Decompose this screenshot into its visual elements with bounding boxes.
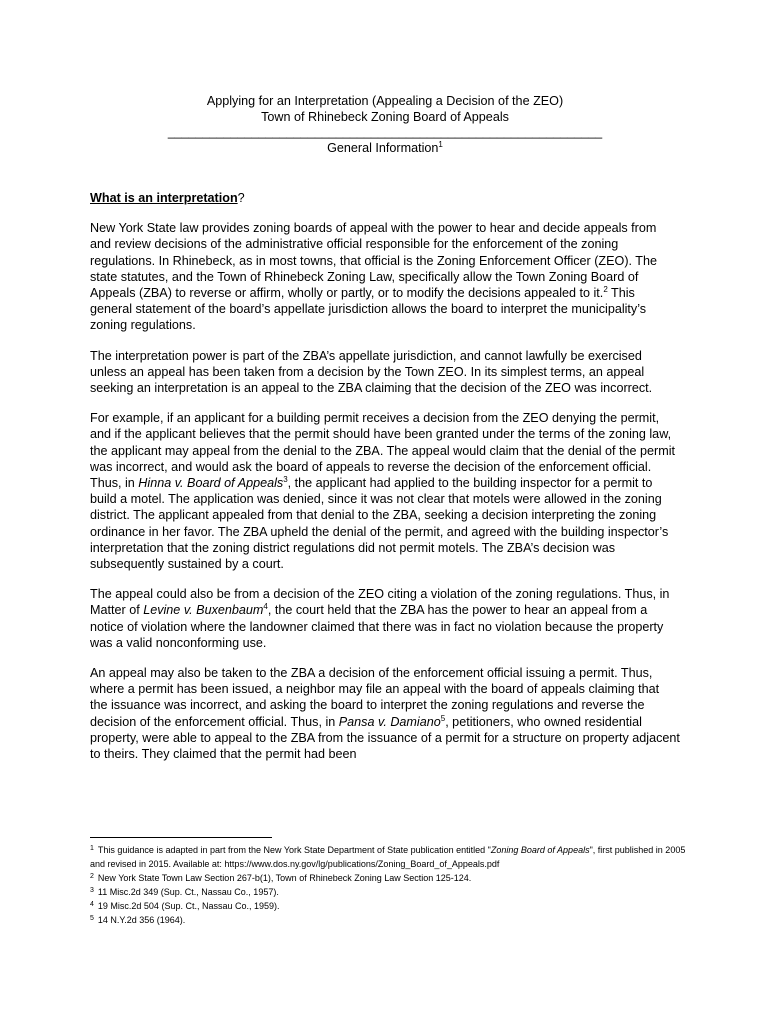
- paragraph-4: [90, 586, 680, 651]
- document-title: Applying for an Interpretation (Appealing a Decision of the ZEO): [206, 94, 564, 108]
- paragraph-4-text-cont: , the court held that the ZBA has the power to hear an appeal from a notice of violation where the landowner claimed that there was in fact no violation because the property was a valid nonconforming use.: [90, 603, 664, 650]
- footnote-4: [90, 899, 690, 913]
- footnote-number: 1: [90, 845, 94, 852]
- document-subtitle: Town of Rhinebeck Zoning Board of Appeals: [261, 109, 509, 124]
- paragraph-1-text-cont: This general statement of the board’s appellate jurisdiction allows the board to interpret the municipality’s zoning regulations.: [90, 286, 647, 333]
- heading-mark: ?: [237, 191, 245, 205]
- section-title: [90, 141, 680, 157]
- footnote-2: [90, 871, 690, 885]
- footnote-ref-3[interactable]: 3: [283, 475, 288, 485]
- paragraph-1-text: New York State law provides zoning boards of appeal with the power to hear and decide appeals from and review decisions of the administrative official responsible for the enforcement of the zoning regulations. In Rhinebeck, as in most towns, that official is the Zoning Enforcement Officer (ZEO). The state statutes, and the Town of Rhinebeck Zoning Law, specifically allow the Town Zoning Board of Appeals (ZBA) to reverse or affirm, wholly or partly, or to modify the decisions appealed to it.: [90, 221, 657, 301]
- case-name-hinna: Hinna v. Board of Appeals: [138, 476, 284, 491]
- footnotes: [90, 843, 690, 927]
- footnote-number: 4: [90, 901, 94, 908]
- paragraph-3-text-cont: , the applicant had applied to the building inspector for a permit to build a motel. The application was denied, since it was not clear that motels were allowed in the zoning district. The applicant appealed from that denial to the ZBA, seeking a decision interpreting the zoning ordinance in her favor. The ZBA upheld the denial of the permit, and agreed with the building inspector’s interpretation that the zoning district regulations did not permit motels. The ZBA’s decision was subsequently sustained by a court.: [90, 476, 669, 572]
- document-body: [90, 190, 680, 776]
- case-name-levine: Levine v. Buxenbaum: [143, 603, 264, 618]
- footnote-text-cont: ", first published in 2005 and revised in 2015. Available at: https://www.dos.ny.gov/lg/publications/Zoning_Board_of_Appeals.pdf: [90, 845, 686, 869]
- footnote-ref-5[interactable]: 5: [440, 713, 446, 723]
- footnote-1: [90, 843, 690, 871]
- footnote-text: This guidance is adapted in part from the New York State Department of State publication entitled ": [97, 845, 491, 855]
- publication-title: Zoning Board of Appeals: [490, 845, 590, 855]
- section-title-text: General Information: [327, 140, 439, 155]
- footnote-number: 3: [90, 887, 94, 894]
- footnote-number: 5: [90, 915, 94, 922]
- footnote-text: 14 N.Y.2d 356 (1964).: [97, 915, 186, 925]
- paragraph-4-text: The appeal could also be from a decision of the ZEO citing a violation of the zoning regulations. Thus, in Matter of: [90, 587, 670, 618]
- footnote-ref-2[interactable]: 2: [603, 285, 608, 295]
- footnote-5: [90, 913, 690, 927]
- paragraph-3: [90, 410, 680, 572]
- footnote-3: [90, 885, 690, 899]
- header-rule: ______________________________________________________________: [167, 125, 603, 139]
- document-header: [90, 94, 680, 156]
- footnote-ref-4[interactable]: 4: [263, 602, 268, 612]
- paragraph-5-text: An appeal may also be taken to the ZBA a decision of the enforcement official issuing a permit. Thus, where a permit has been issued, a neighbor may file an appeal with the board of appeals claiming that the issuance was incorrect, and asking the board to interpret the zoning regulations and reverse the decision of the enforcement official. Thus, in: [90, 666, 660, 729]
- paragraph-1: [90, 220, 680, 333]
- case-name-pansa: Pansa v. Damiano: [338, 714, 441, 729]
- footnote-text: New York State Town Law Section 267-b(1), Town of Rhinebeck Zoning Law Section 125-124.: [97, 873, 472, 883]
- footnote-ref-1[interactable]: 1: [438, 139, 443, 149]
- heading-text: What is an interpretation: [90, 191, 238, 205]
- footnote-divider: [90, 837, 272, 838]
- section-heading: [90, 190, 680, 206]
- footnote-text: 11 Misc.2d 349 (Sup. Ct., Nassau Co., 1957).: [97, 887, 279, 897]
- paragraph-5: [90, 665, 680, 762]
- paragraph-5-text-cont: , petitioners, who owned residential property, were able to appeal to the ZBA from the issuance of a permit for a structure on property adjacent to theirs. They claimed that the permit had been: [90, 714, 680, 762]
- paragraph-2: The interpretation power is part of the ZBA’s appellate jurisdiction, and cannot lawfully be exercised unless an appeal has been taken from a decision by the Town ZEO. In its simplest terms, an appeal seeking an interpretation is an appeal to the ZBA claiming that the decision of the ZEO was incorrect.: [90, 348, 653, 396]
- footnote-text: 19 Misc.2d 504 (Sup. Ct., Nassau Co., 1959).: [97, 901, 280, 911]
- paragraph-3-text: For example, if an applicant for a building permit receives a decision from the ZEO denying the permit, and if the applicant believes that the permit should have been granted under the terms of the zoning law, the applicant may appeal from the denial to the ZBA. The appeal would claim that the denial of the permit was incorrect, and would ask the board of appeals to reverse the decision of the enforcement official. Thus, in: [90, 411, 676, 491]
- footnote-number: 2: [90, 873, 94, 880]
